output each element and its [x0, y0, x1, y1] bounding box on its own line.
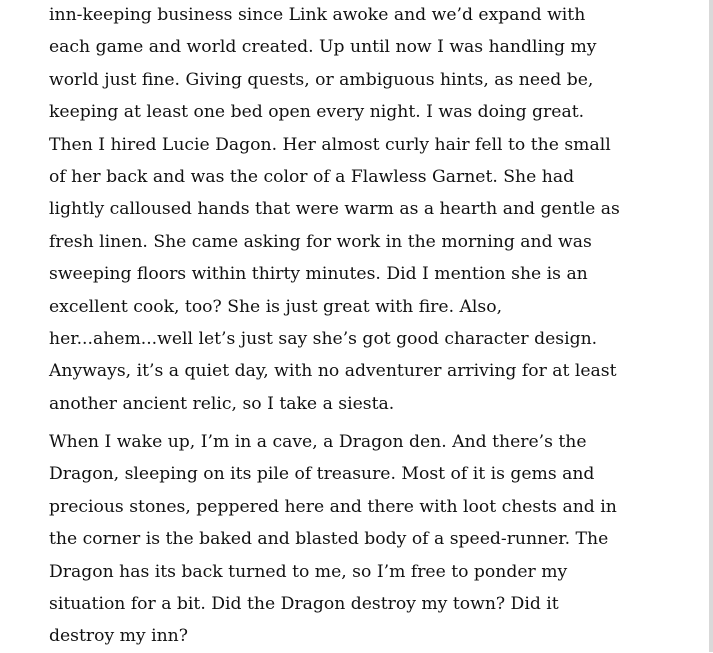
text-line: keeping at least one bed open every night. I was doing great.	[49, 102, 585, 123]
text-line: each game and world created. Up until now I was handling my	[49, 37, 597, 58]
text-line: situation for a bit. Did the Dragon destroy my town? Did it	[49, 593, 559, 614]
text-line: Anyways, it’s a quiet day, with no adventurer arriving for at least	[49, 361, 617, 382]
text-line: When I wake up, I’m in a cave, a Dragon den. And there’s the	[49, 432, 587, 452]
text-line: world just fine. Giving quests, or ambiguous hints, as need be,	[49, 69, 594, 90]
text-line: fresh linen. She came asking for work in the morning and was	[49, 231, 592, 252]
window-edge	[709, 0, 713, 652]
text-line: inn-keeping business since Link awoke and we’d expand with	[49, 5, 586, 25]
text-line: Then I hired Lucie Dagon. Her almost curly hair fell to the small	[49, 134, 611, 155]
text-line: sweeping floors within thirty minutes. Did I mention she is an	[49, 264, 588, 285]
text-line: excellent cook, too? She is just great with fire. Also,	[49, 296, 503, 317]
text-line: of her back and was the color of a Flawless Garnet. She had	[49, 166, 575, 187]
text-line: destroy my inn?	[49, 626, 188, 647]
text-line: Dragon, sleeping on its pile of treasure. Most of it is gems and	[49, 464, 595, 485]
paragraph-2	[49, 426, 689, 653]
text-line: Dragon has its back turned to me, so I’m free to ponder my	[49, 561, 568, 582]
paragraph-1	[49, 0, 689, 420]
text-line: precious stones, peppered here and there with loot chests and in	[49, 496, 617, 517]
text-line: lightly calloused hands that were warm as a hearth and gentle as	[49, 199, 620, 220]
text-line: another ancient relic, so I take a siesta.	[49, 393, 395, 414]
text-line: her...ahem...well let’s just say she’s got good character design.	[49, 328, 598, 349]
text-line: the corner is the baked and blasted body of a speed-runner. The	[49, 529, 609, 550]
